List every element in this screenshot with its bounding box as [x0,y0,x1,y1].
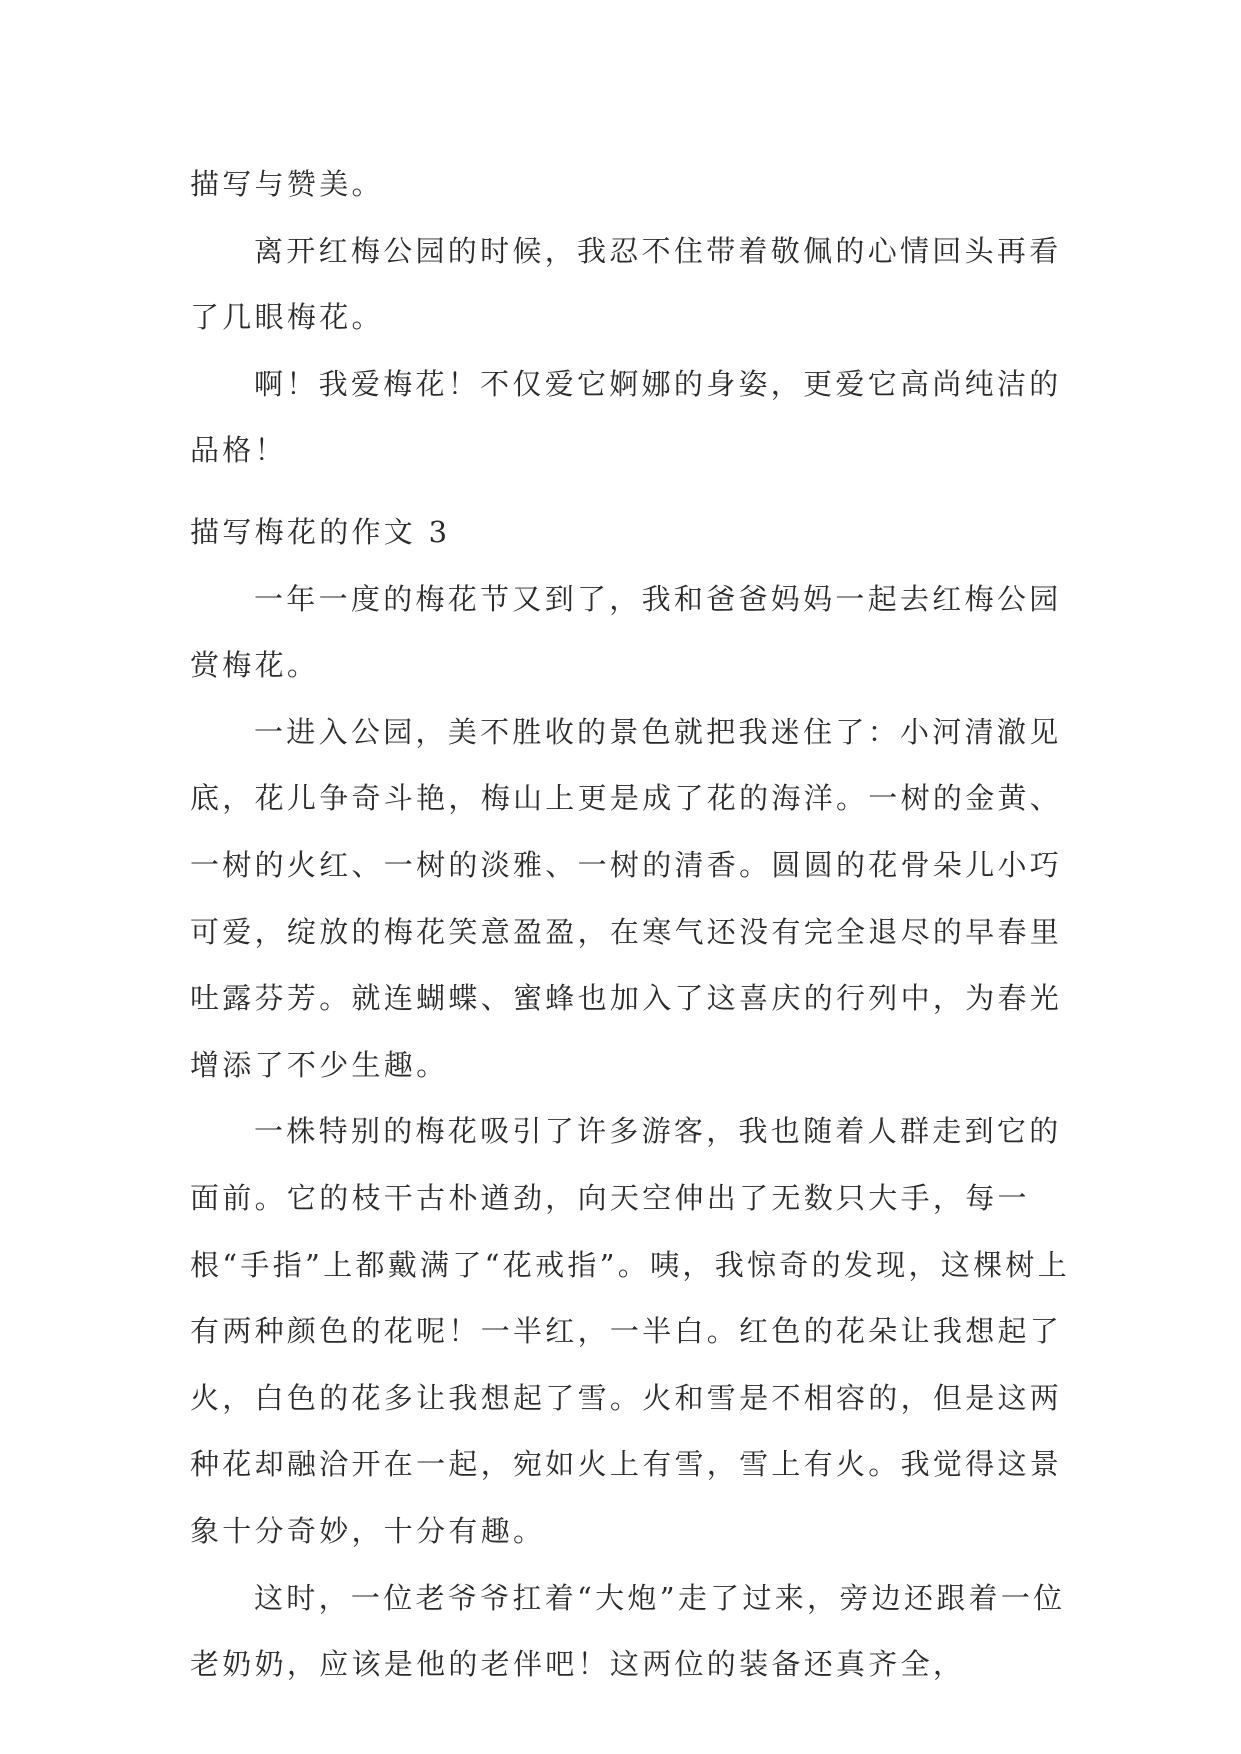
essay-title: 描写梅花的作文 3 [190,515,451,549]
essay-3 [190,499,1070,1698]
essay-continuation [190,151,1070,484]
paragraph: 这时，一位老爷爷扛着“大炮”走了过来，旁边还跟着一位老奶奶，应该是他的老伴吧！这两位的装备还真齐全， [190,1580,1066,1682]
paragraph: 一株特别的梅花吸引了许多游客，我也随着人群走到它的面前。它的枝干古朴遒劲，向天空伸出了无数只大手，每一根“手指”上都戴满了“花戒指”。咦，我惊奇的发现，这棵树上有两种颜色的花呢！一半红，一半白。红色的花朵让我想起了火，白色的花多让我想起了雪。火和雪是不相容的，但是这两种花却融洽开在一起，宛如火上有雪，雪上有火。我觉得这景象十分奇妙，十分有趣。 [190,1114,1071,1548]
paragraph-fragment: 描写与赞美。 [190,167,384,201]
paragraph: 离开红梅公园的时候，我忍不住带着敬佩的心情回头再看了几眼梅花。 [190,233,1062,335]
paragraph: 一年一度的梅花节又到了，我和爸爸妈妈一起去红梅公园赏梅花。 [190,581,1062,683]
paragraph: 一进入公园，美不胜收的景色就把我迷住了：小河清澈见底，花儿争奇斗艳，梅山上更是成了花的海洋。一树的金黄、一树的火红、一树的淡雅、一树的清香。圆圆的花骨朵儿小巧可爱，绽放的梅花笑意盈盈，在寒气还没有完全退尽的早春里吐露芬芳。就连蝴蝶、蜜蜂也加入了这喜庆的行列中，为春光增添了不少生趣。 [190,714,1063,1082]
paragraph: 啊！我爱梅花！不仅爱它婀娜的身姿，更爱它高尚纯洁的品格！ [190,366,1062,468]
